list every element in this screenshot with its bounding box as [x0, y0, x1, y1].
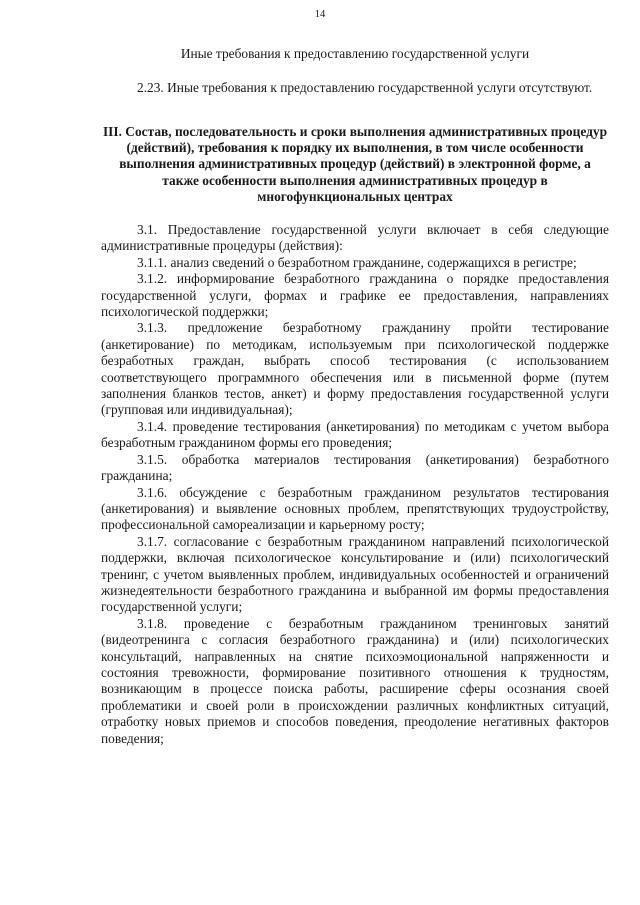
subsection-title: Иные требования к предоставлению государственной услуги	[180, 46, 530, 61]
paragraph-2-23: 2.23. Иные требования к предоставлению государственной услуги отсутствуют.	[137, 80, 593, 95]
list-item: 3.1.8. проведение с безработным гражданином тренинговых занятий (видеотренинга с согласия безработного гражданина) и (или) психологических консультаций, направленных на снятие психоэмоциональной напряженности и состояния тревожности, формирование позитивного отношения к трудностям, возникающим в процессе поиска работы, расширение сферы осознания своей проблематики и своей роли в происхождении различных конфликтных ситуаций, отработку новых приемов и способов поведения, преодоление негативных факторов поведения;	[101, 615, 609, 746]
list-item: 3.1.1. анализ сведений о безработном гражданине, содержащихся в регистре;	[137, 254, 577, 270]
list-item: 3.1. Предоставление государственной услуги включает в себя следующие административные процедуры (действия):	[101, 222, 609, 254]
list-item: 3.1.3. предложение безработному гражданину пройти тестирование (анкетирование) по методикам, используемым при психологической поддержке безработных граждан, выбрать способ тестирования (с использованием соответствующего программного обеспечения или в письменной форме (путем заполнения бланков тестов, анкет) и форму предоставления государственной услуги (групповая или индивидуальная);	[101, 320, 609, 418]
list-item: 3.1.2. информирование безработного гражданина о порядке предоставления государственной услуги, формах и графике ее предоставления, направлениях психологической поддержки;	[101, 271, 609, 320]
list-item: 3.1.4. проведение тестирования (анкетирования) по методикам с учетом выбора безработным гражданином формы его проведения;	[101, 418, 609, 451]
list-item: 3.1.6. обсуждение с безработным гражданином результатов тестирования (анкетирования) и выявление основных проблем, препятствующих трудоустройству, профессиональной самореализации и карьерному росту;	[101, 484, 609, 533]
list-item: 3.1.7. согласование с безработным гражданином направлений психологической поддержки, включая психологическое консультирование и (или) психологический тренинг, с учетом выявленных проблем, индивидуальных особенностей и ограничений жизнедеятельности безработного гражданина и выбранной им формы предоставления государственной услуги;	[101, 533, 609, 615]
list-item: 3.1.5. обработка материалов тестирования (анкетирования) безработного гражданина;	[101, 451, 609, 484]
procedure-list	[101, 222, 609, 747]
section-title: III. Состав, последовательность и сроки выполнения административных процедур (действий), требования к порядку их выполнения, в том числе особенности выполнения административных процедур (действий) в электронной форме, а также особенности выполнения административных процедур в многофункциональных центрах	[102, 124, 608, 204]
page-number: 14	[314, 9, 326, 20]
